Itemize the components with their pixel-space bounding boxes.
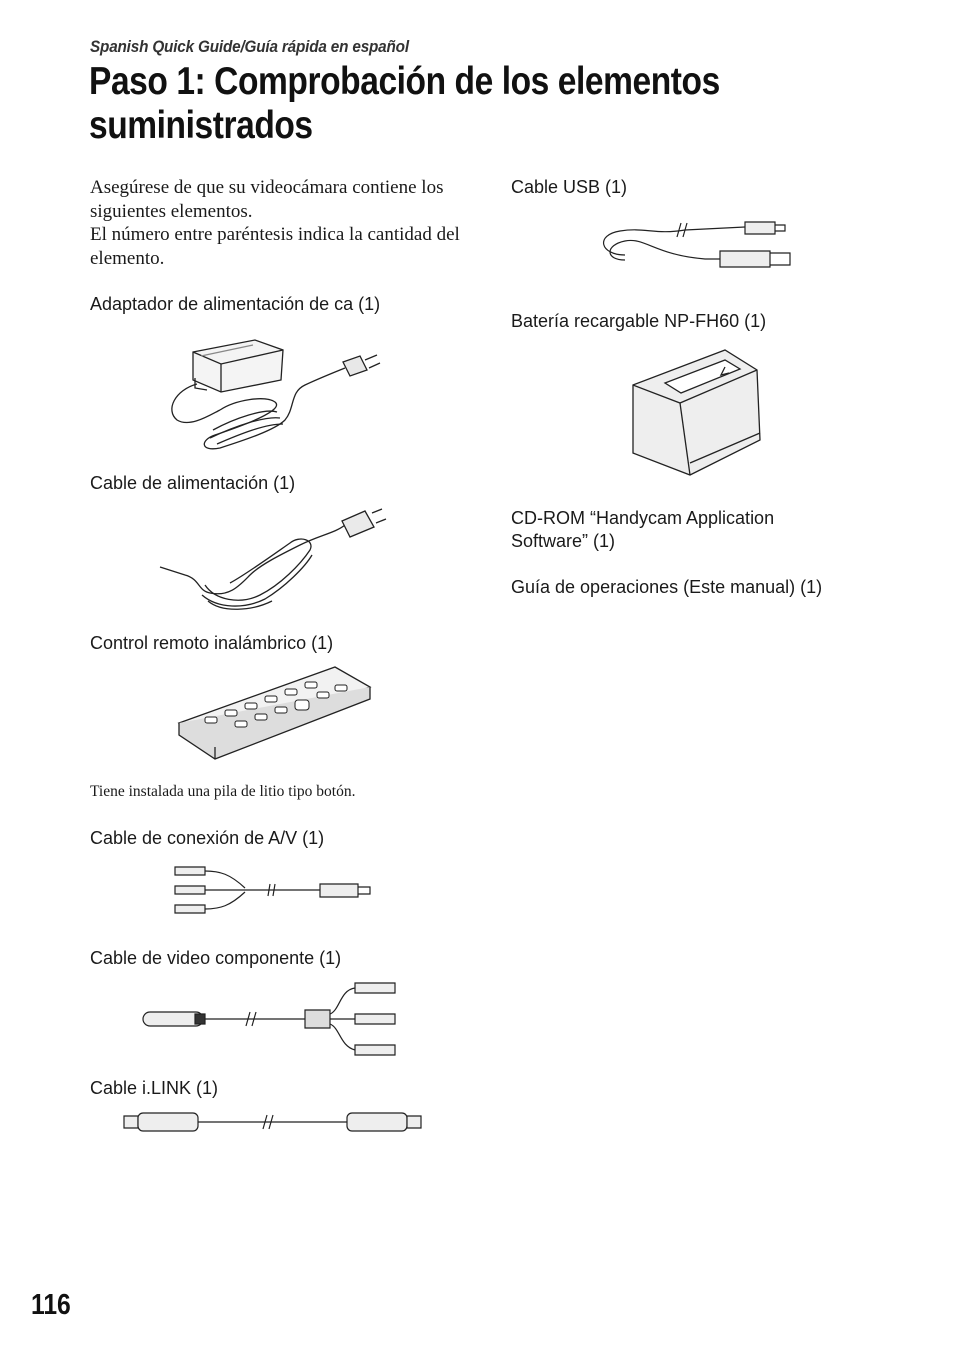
component-cable-illustration bbox=[140, 980, 410, 1060]
item-label-ac-adaptor: Adaptador de alimentación de ca (1) bbox=[90, 294, 381, 314]
intro-line-1: Asegúrese de que su videocámara contiene los siguientes elementos. bbox=[90, 177, 444, 222]
item-label-av-cable: Cable de conexión de A/V (1) bbox=[90, 828, 325, 848]
battery-illustration bbox=[625, 345, 770, 485]
remote-control-illustration bbox=[175, 665, 375, 760]
item-label-battery: Batería recargable NP-FH60 (1) bbox=[511, 311, 767, 331]
ilink-cable-illustration bbox=[122, 1110, 427, 1134]
item-label-component-cable: Cable de video componente (1) bbox=[90, 948, 342, 968]
item-label-ilink-cable: Cable i.LINK (1) bbox=[90, 1078, 219, 1098]
ac-adaptor-illustration bbox=[165, 330, 395, 455]
page-number: 116 bbox=[31, 1289, 71, 1321]
item-label-manual: Guía de operaciones (Este manual) (1) bbox=[511, 577, 823, 597]
usb-cable-illustration bbox=[595, 215, 795, 270]
remote-note: Tiene instalada una pila de litio tipo botón. bbox=[90, 783, 356, 800]
intro-line-2: El número entre paréntesis indica la cantidad del elemento. bbox=[90, 224, 460, 269]
item-label-usb-cable: Cable USB (1) bbox=[511, 177, 628, 197]
power-cord-illustration bbox=[160, 505, 390, 610]
item-label-cdrom: CD-ROM “Handycam Application Software” (1) bbox=[511, 508, 775, 551]
item-label-power-cord: Cable de alimentación (1) bbox=[90, 473, 296, 493]
page-title: Paso 1: Comprobación de los elementos suministrados bbox=[89, 60, 720, 147]
intro-text bbox=[90, 176, 470, 270]
av-cable-illustration bbox=[170, 862, 380, 920]
section-label: Spanish Quick Guide/Guía rápida en español bbox=[90, 37, 409, 56]
item-label-remote: Control remoto inalámbrico (1) bbox=[90, 633, 334, 653]
